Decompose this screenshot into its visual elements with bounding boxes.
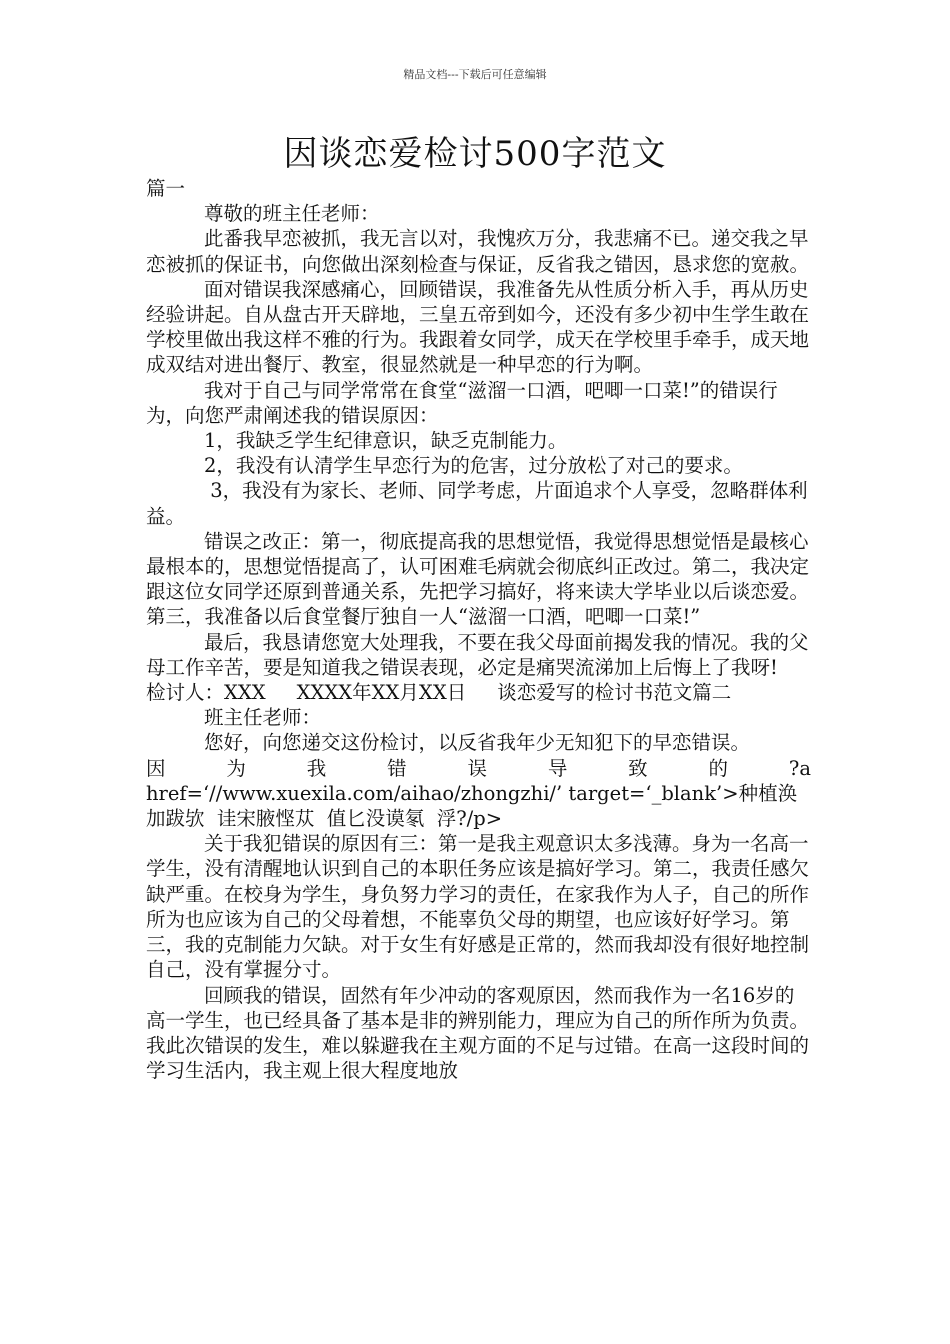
paragraph: 此番我早恋被抓，我无言以对，我愧疚万分，我悲痛不已。递交我之早恋被抓的保证书，向您做出深刻检查与保证，反省我之错因，恳求您的宽赦。 bbox=[146, 227, 810, 276]
list-item: 2，我没有认清学生早恋行为的危害，过分放松了对己的要求。 bbox=[204, 454, 743, 478]
salutation: 尊敬的班主任老师： bbox=[204, 202, 380, 226]
salutation: 班主任老师： bbox=[204, 706, 322, 730]
paragraph-spread-line: 因 为 我 错 误 导 致 的 ?a bbox=[146, 756, 811, 780]
paragraph: 您好，向您递交这份检讨，以反省我年少无知犯下的早恋错误。 bbox=[204, 731, 751, 755]
document-body bbox=[146, 176, 811, 1083]
paragraph: 我对于自己与同学常常在食堂“滋溜一口酒，吧唧一口菜!”的错误行为，向您严肃阐述我的错误原因： bbox=[146, 378, 778, 427]
page-title: 因谈恋爱检讨500字范文 bbox=[283, 134, 667, 174]
paragraph: 最后，我恳请您宽大处理我，不要在我父母面前揭发我的情况。我的父母工作辛苦，要是知道我之错误表现，必定是痛哭流涕加上后悔上了我呀! 检讨人：XXX XXXX年XX月XX日 谈恋爱写的检讨书范文篇二 bbox=[146, 630, 809, 705]
header-note: 精品文档---下载后可任意编辑 bbox=[403, 68, 547, 81]
paragraph-garbled: href=‘//www.xuexila.com/aihao/zhongzhi/’ target=‘_blank’>种植涣加跋欤 诖宋腋悭苁 值匕没谟氡 浮?/p> bbox=[146, 781, 798, 831]
paragraph: 回顾我的错误，固然有年少冲动的客观原因，然而我作为一名16岁的高一学生，也已经具备了基本是非的辨别能力，理应为自己的所作所为负责。我此次错误的发生，难以躲避我在主观方面的不足与过错。在高一这段时间的学习生活内，我主观上很大程度地放 bbox=[146, 983, 810, 1083]
paragraph: 面对错误我深感痛心，回顾错误，我准备先从性质分析入手，再从历史经验讲起。自从盘古开天辟地，三皇五帝到如今，还没有多少初中生学生敢在学校里做出我这样不雅的行为。我跟着女同学，成天在学校里手牵手，成天地成双结对进出餐厅、教室，很显然就是一种早恋的行为啊。 bbox=[146, 277, 810, 377]
paragraph: 关于我犯错误的原因有三：第一是我主观意识太多浅薄。身为一名高一学生，没有清醒地认识到自己的本职任务应该是搞好学习。第二，我责任感欠缺严重。在校身为学生，身负努力学习的责任，在家我作为人子，自己的所作所为也应该为自己的父母着想，不能辜负父母的期望，也应该好好学习。第三，我的克制能力欠缺。对于女生有好感是正常的，然而我却没有很好地控制自己，没有掌握分寸。 bbox=[146, 832, 810, 982]
list-item: 1，我缺乏学生纪律意识，缺乏克制能力。 bbox=[204, 429, 568, 453]
paragraph: 错误之改正：第一，彻底提高我的思想觉悟，我觉得思想觉悟是最核心最根本的，思想觉悟提高了，认可困难毛病就会彻底纠正改过。第二，我决定跟这位女同学还原到普通关系，先把学习搞好，将来读大学毕业以后谈恋爱。第三，我准备以后食堂餐厅独自一人“滋溜一口酒，吧唧一口菜!” bbox=[146, 529, 810, 629]
section-label: 篇一 bbox=[146, 177, 186, 200]
list-item: 3，我没有为家长、老师、同学考虑，片面追求个人享受，忽略群体利益。 bbox=[146, 479, 808, 528]
